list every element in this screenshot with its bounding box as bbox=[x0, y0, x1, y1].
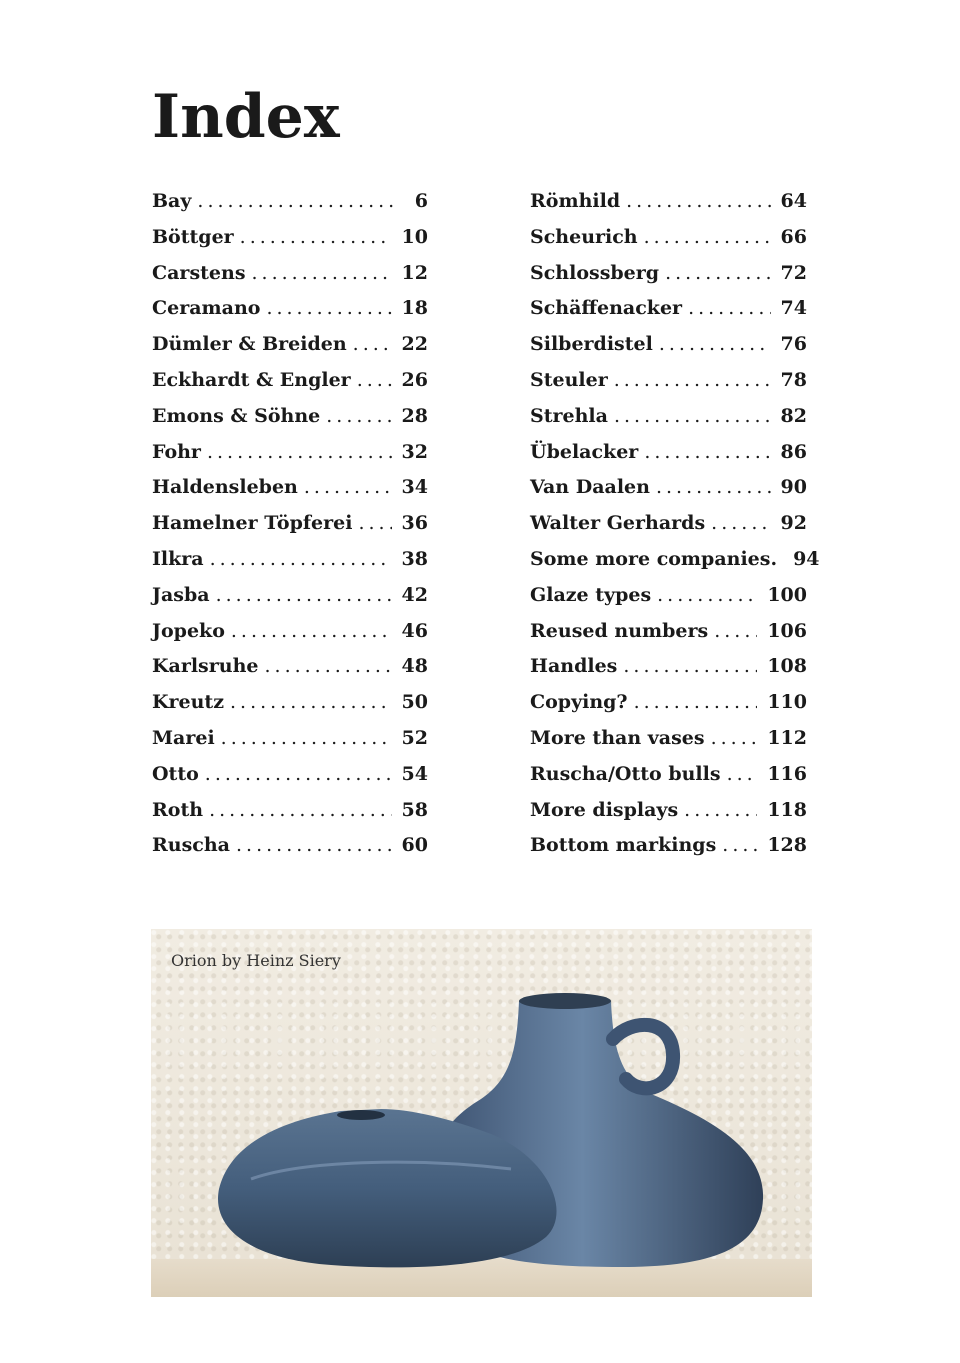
entry-name: Marei bbox=[152, 726, 215, 749]
dot-leader bbox=[210, 548, 392, 570]
dot-leader bbox=[326, 405, 391, 427]
entry-name: Ceramano bbox=[152, 297, 261, 320]
entry-page-number: 36 bbox=[401, 512, 428, 535]
entry-name: Ruscha/Otto bulls bbox=[530, 762, 721, 785]
index-entry bbox=[530, 547, 820, 584]
entry-page-number: 28 bbox=[401, 404, 428, 427]
photo-caption: Orion by Heinz Siery bbox=[171, 951, 341, 970]
entry-name: Bay bbox=[152, 190, 192, 212]
dot-leader bbox=[216, 584, 392, 606]
entry-page-number: 54 bbox=[401, 762, 428, 785]
entry-page-number: 108 bbox=[767, 655, 807, 678]
dot-leader bbox=[221, 727, 392, 749]
entry-page-number: 112 bbox=[767, 726, 807, 749]
index-entry bbox=[530, 262, 807, 298]
dot-leader bbox=[614, 405, 771, 427]
dot-leader bbox=[209, 799, 391, 821]
entry-page-number: 58 bbox=[401, 798, 428, 821]
index-entry bbox=[530, 190, 807, 226]
index-entry bbox=[152, 476, 428, 512]
entry-page-number: 110 bbox=[767, 691, 807, 714]
entry-name: Fohr bbox=[152, 440, 201, 463]
dot-leader bbox=[358, 512, 391, 534]
entry-page-number: 6 bbox=[414, 190, 428, 212]
entry-page-number: 60 bbox=[401, 834, 428, 857]
index-entry bbox=[530, 620, 807, 656]
entry-page-number: 128 bbox=[767, 834, 807, 857]
entry-page-number: 118 bbox=[767, 798, 807, 821]
index-entry bbox=[152, 620, 428, 656]
entry-name: Böttger bbox=[152, 225, 234, 248]
entry-page-number: 50 bbox=[401, 691, 428, 714]
entry-name: Emons & Söhne bbox=[152, 404, 321, 427]
entry-name: Schlossberg bbox=[530, 261, 660, 284]
index-entry bbox=[530, 512, 807, 548]
entry-name: Kreutz bbox=[152, 691, 224, 714]
entry-page-number: 34 bbox=[401, 476, 428, 499]
index-entry bbox=[530, 691, 807, 727]
entry-name: Haldensleben bbox=[152, 476, 298, 499]
entry-name: More displays bbox=[530, 798, 679, 821]
entry-name: Jopeko bbox=[152, 619, 225, 642]
dot-leader bbox=[623, 655, 757, 677]
entry-name: Handles bbox=[530, 655, 618, 678]
dot-leader bbox=[656, 476, 771, 498]
entry-name: Glaze types bbox=[530, 583, 652, 606]
index-entry bbox=[152, 691, 428, 727]
index-entry bbox=[152, 441, 428, 477]
entry-page-number: 32 bbox=[401, 440, 428, 463]
dot-leader bbox=[714, 620, 757, 642]
entry-name: Steuler bbox=[530, 368, 608, 391]
index-column-left bbox=[152, 190, 428, 870]
page-title: Index bbox=[152, 82, 340, 152]
entry-page-number: 38 bbox=[401, 547, 428, 570]
entry-name: Carstens bbox=[152, 261, 246, 284]
dot-leader bbox=[634, 691, 758, 713]
entry-page-number: 66 bbox=[780, 225, 807, 248]
entry-name: More than vases bbox=[530, 726, 705, 749]
entry-name: Dümler & Breiden bbox=[152, 333, 347, 356]
index-entry bbox=[530, 799, 807, 835]
vase-photo bbox=[151, 929, 812, 1297]
dot-leader bbox=[236, 834, 392, 856]
index-entry bbox=[530, 226, 807, 262]
index-entry bbox=[530, 727, 807, 763]
index-entry bbox=[152, 369, 428, 405]
dot-leader bbox=[688, 297, 770, 319]
dot-leader bbox=[727, 763, 758, 785]
entry-page-number: 116 bbox=[767, 762, 807, 785]
index-entry bbox=[530, 333, 807, 369]
index-entry bbox=[152, 333, 428, 369]
index-entry bbox=[152, 548, 428, 584]
index-entry bbox=[530, 763, 807, 799]
dot-leader bbox=[711, 512, 770, 534]
entry-name: Jasba bbox=[152, 583, 210, 606]
dot-leader bbox=[357, 369, 392, 391]
index-entry bbox=[152, 834, 428, 870]
dot-leader bbox=[207, 441, 392, 463]
dot-leader bbox=[304, 476, 392, 498]
entry-page-number: 26 bbox=[401, 368, 428, 391]
entry-name: Eckhardt & Engler bbox=[152, 368, 351, 391]
entry-name: Übelacker bbox=[530, 440, 639, 463]
dot-leader bbox=[252, 262, 392, 284]
entry-name: Ilkra bbox=[152, 547, 204, 570]
entry-page-number: 74 bbox=[780, 297, 807, 320]
index-entry bbox=[530, 834, 807, 870]
entry-page-number: 18 bbox=[401, 297, 428, 320]
dot-leader bbox=[711, 727, 758, 749]
entry-page-number: 10 bbox=[401, 225, 428, 248]
entry-name: Ruscha bbox=[152, 834, 230, 857]
entry-page-number: 52 bbox=[401, 726, 428, 749]
entry-name: Copying? bbox=[530, 691, 628, 714]
dot-leader bbox=[644, 441, 770, 463]
index-entry bbox=[152, 727, 428, 763]
index-entry bbox=[152, 262, 428, 298]
dot-leader bbox=[657, 584, 757, 606]
entry-page-number: 92 bbox=[780, 512, 807, 535]
index-entry bbox=[152, 584, 428, 620]
entry-page-number: 78 bbox=[780, 368, 807, 391]
index-entry bbox=[152, 763, 428, 799]
dot-leader bbox=[722, 834, 757, 856]
entry-name: Bottom markings bbox=[530, 834, 717, 857]
entry-name: Otto bbox=[152, 762, 199, 785]
entry-page-number: 100 bbox=[767, 583, 807, 606]
dot-leader bbox=[614, 369, 771, 391]
dot-leader bbox=[197, 190, 396, 212]
entry-name: Roth bbox=[152, 798, 204, 821]
entry-page-number: 86 bbox=[780, 440, 807, 463]
entry-name: Hamelner Töpferei bbox=[152, 512, 353, 535]
index-entry bbox=[152, 512, 428, 548]
entry-name: Silberdistel bbox=[530, 333, 653, 356]
entry-page-number: 42 bbox=[401, 583, 428, 606]
dot-leader bbox=[684, 799, 757, 821]
dot-leader bbox=[231, 620, 392, 642]
dot-leader bbox=[626, 190, 770, 212]
index-entry bbox=[152, 297, 428, 333]
dot-leader bbox=[205, 763, 392, 785]
entry-page-number: 72 bbox=[780, 261, 807, 284]
entry-page-number: 90 bbox=[780, 476, 807, 499]
entry-page-number: 12 bbox=[401, 261, 428, 284]
dot-leader bbox=[665, 262, 770, 284]
entry-name: Karlsruhe bbox=[152, 655, 259, 678]
entry-page-number: 22 bbox=[401, 333, 428, 356]
dot-leader bbox=[230, 691, 392, 713]
dot-leader bbox=[266, 297, 391, 319]
entry-name: Schäffenacker bbox=[530, 297, 683, 320]
index-entry bbox=[530, 369, 807, 405]
index-column-right bbox=[530, 190, 820, 870]
entry-name: Strehla bbox=[530, 404, 608, 427]
entry-name: Römhild bbox=[530, 190, 621, 212]
entry-page-number: 64 bbox=[780, 190, 807, 212]
dot-leader bbox=[659, 333, 771, 355]
index-entry bbox=[152, 190, 428, 226]
entry-page-number: 106 bbox=[767, 619, 807, 642]
index-entry bbox=[530, 297, 807, 333]
entry-name: Reused numbers bbox=[530, 619, 709, 642]
index-entry bbox=[530, 476, 807, 512]
index-entry bbox=[530, 405, 807, 441]
index-entry bbox=[152, 226, 428, 262]
entry-name: Walter Gerhards bbox=[530, 512, 706, 535]
entry-name: Scheurich bbox=[530, 225, 638, 248]
entry-page-number: 94 bbox=[793, 547, 820, 570]
index-entry bbox=[530, 655, 807, 691]
entry-name: Some more companies. bbox=[530, 547, 778, 570]
index-entry bbox=[530, 441, 807, 477]
index-entry bbox=[152, 799, 428, 835]
index-entry bbox=[152, 655, 428, 691]
dot-leader bbox=[240, 226, 392, 248]
dot-leader bbox=[264, 655, 391, 677]
entry-page-number: 82 bbox=[780, 404, 807, 427]
entry-page-number: 76 bbox=[780, 333, 807, 356]
entry-name: Van Daalen bbox=[530, 476, 650, 499]
index-entry bbox=[152, 405, 428, 441]
entry-page-number: 48 bbox=[401, 655, 428, 678]
dot-leader bbox=[353, 333, 392, 355]
dot-leader bbox=[644, 226, 771, 248]
index-entry bbox=[530, 584, 807, 620]
vases-illustration bbox=[151, 929, 812, 1297]
entry-page-number: 46 bbox=[401, 619, 428, 642]
